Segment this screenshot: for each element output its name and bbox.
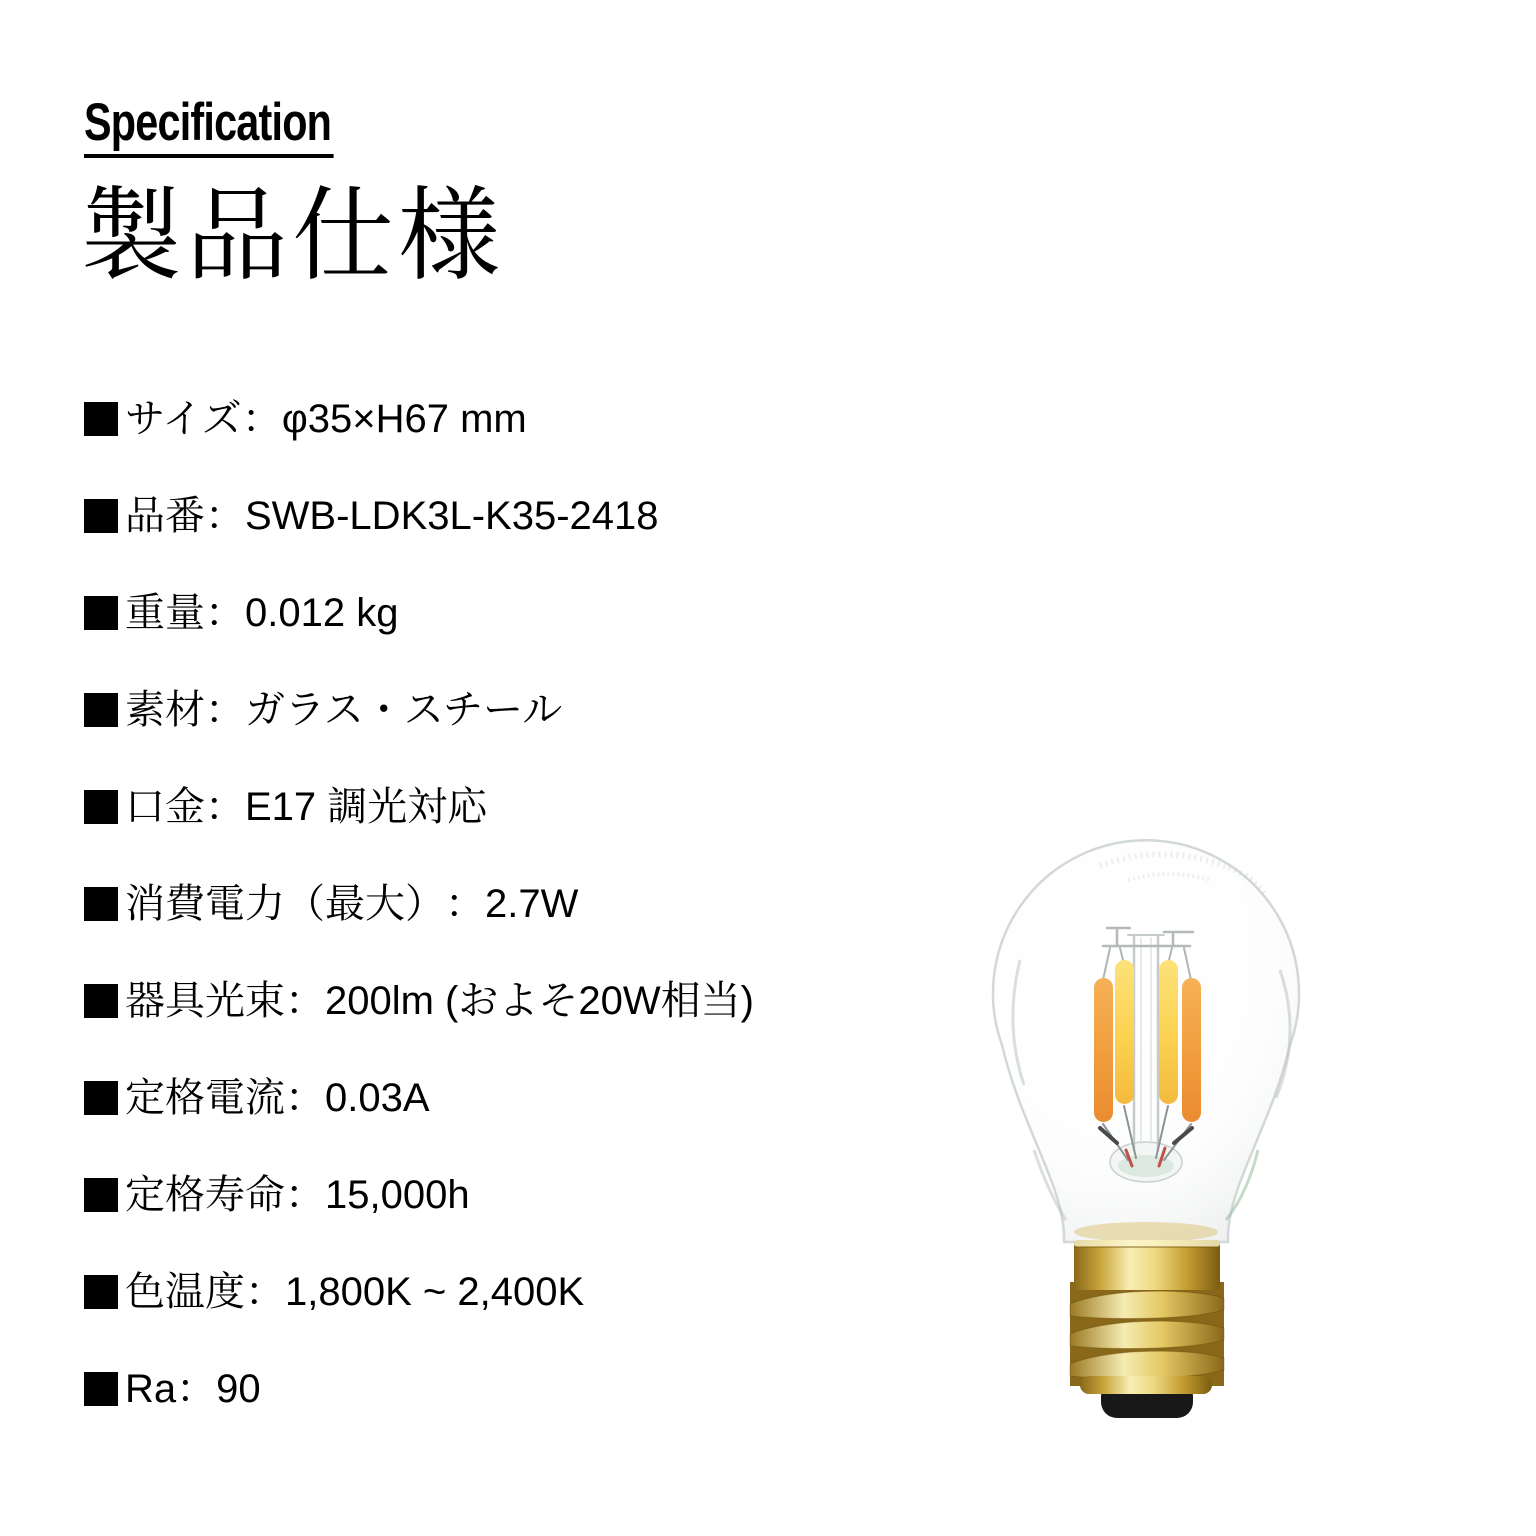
spec-value: 200lm (およそ20W相当) <box>325 978 754 1023</box>
led-filament-orange-left <box>1094 978 1113 1122</box>
spec-row-luminous-flux <box>84 972 754 1029</box>
screw-base <box>1070 1240 1224 1418</box>
spec-value: 0.03A <box>325 1075 430 1120</box>
bullet-square-icon <box>84 1372 118 1406</box>
bullet-square-icon <box>84 1275 118 1309</box>
spec-separator: ： <box>285 1172 325 1217</box>
spec-separator: ： <box>285 978 325 1023</box>
spec-label: 器具光束 <box>125 978 285 1023</box>
spec-separator: ： <box>205 590 245 635</box>
spec-value: ガラス・スチール <box>245 687 563 732</box>
section-heading-en <box>84 93 404 158</box>
spec-row-color-temperature <box>84 1263 754 1320</box>
bullet-square-icon <box>84 887 118 921</box>
spec-value: 1,800K ~ 2,400K <box>285 1269 585 1314</box>
bullet-square-icon <box>84 499 118 533</box>
spec-separator: ： <box>176 1366 217 1411</box>
spec-separator: ： <box>205 687 245 732</box>
flange-top-highlight <box>1074 1240 1220 1247</box>
spec-label: 定格寿命 <box>125 1172 285 1217</box>
base-bottom-rim <box>1080 1376 1212 1394</box>
led-filament-yellow-left <box>1115 960 1134 1104</box>
spec-separator: ： <box>445 881 485 926</box>
spec-row-size <box>84 390 754 447</box>
spec-label: 定格電流 <box>125 1075 285 1120</box>
spec-label: Ra <box>125 1366 177 1411</box>
spec-value: 2.7W <box>485 881 579 926</box>
bullet-square-icon <box>84 1178 118 1212</box>
spec-value: φ35×H67 mm <box>281 396 527 441</box>
bullet-square-icon <box>84 790 118 824</box>
led-filament-orange-right <box>1182 978 1201 1122</box>
spec-row-part-number <box>84 487 754 544</box>
spec-list <box>84 390 754 1457</box>
product-bulb-image <box>960 820 1332 1440</box>
spec-value: 15,000h <box>325 1172 470 1217</box>
neck-gold-reflection <box>1074 1222 1218 1242</box>
spec-label: 品番 <box>125 493 205 538</box>
spec-label: 色温度 <box>125 1269 245 1314</box>
spec-row-rated-life <box>84 1166 754 1223</box>
spec-label: 素材 <box>125 687 205 732</box>
spec-row-socket <box>84 778 754 835</box>
spec-value: 0.012 kg <box>245 590 399 635</box>
spec-row-rated-current <box>84 1069 754 1126</box>
spec-row-weight <box>84 584 754 641</box>
spec-row-power <box>84 875 754 932</box>
spec-label: 口金 <box>125 784 205 829</box>
bullet-square-icon <box>84 402 118 436</box>
spec-value: 90 <box>216 1366 261 1411</box>
section-heading-en-text: Specification <box>84 98 333 158</box>
spec-value: E17 調光対応 <box>245 784 488 829</box>
spec-value: SWB-LDK3L-K35-2418 <box>245 493 659 538</box>
spec-label: サイズ <box>125 396 242 441</box>
bullet-square-icon <box>84 596 118 630</box>
spec-separator: ： <box>205 784 245 829</box>
spec-row-material <box>84 681 754 738</box>
spec-separator: ： <box>245 1269 285 1314</box>
spec-separator: ： <box>241 396 282 441</box>
bullet-square-icon <box>84 693 118 727</box>
bullet-square-icon <box>84 984 118 1018</box>
spec-separator: ： <box>205 493 245 538</box>
led-filament-yellow-right <box>1159 960 1178 1104</box>
spec-separator: ： <box>285 1075 325 1120</box>
spec-label: 重量 <box>125 590 205 635</box>
spec-label: 消費電力（最大） <box>125 881 445 926</box>
bullet-square-icon <box>84 1081 118 1115</box>
spec-row-ra <box>84 1360 754 1417</box>
page-title: 製品仕様 <box>80 181 504 294</box>
